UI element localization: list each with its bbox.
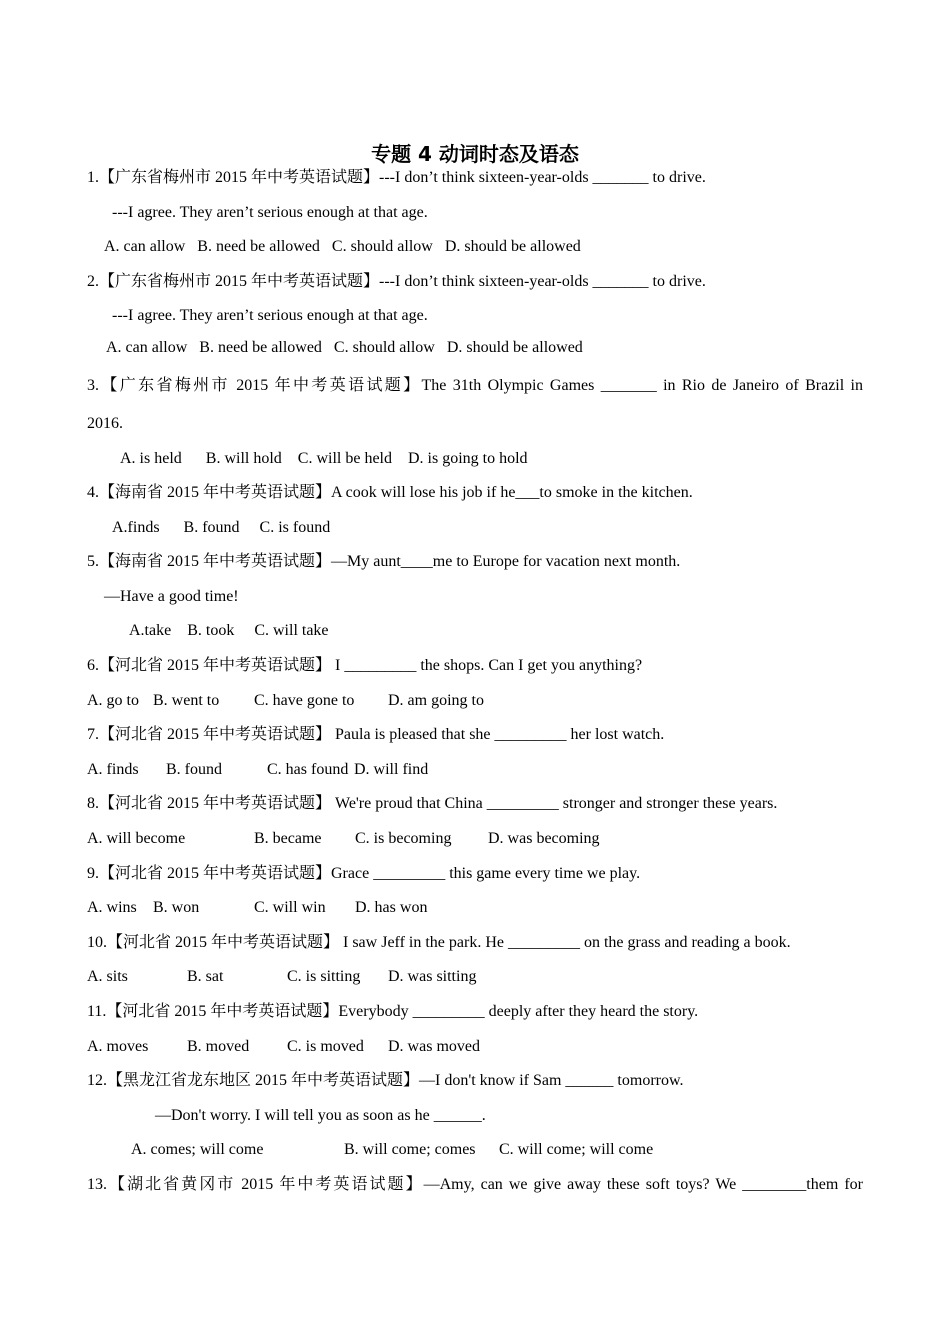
option-d: D. was becoming	[488, 830, 600, 847]
question-2-reply: ---I agree. They aren’t serious enough at that age.	[112, 307, 428, 324]
question-11-stem: 11.【河北省 2015 年中考英语试题】Everybody _________ deeply after they heard the story.	[87, 1003, 699, 1020]
option-b: B. will come; comes	[344, 1141, 476, 1158]
question-5-reply: —Have a good time!	[104, 588, 239, 605]
option-a: A. comes; will come	[131, 1141, 264, 1158]
option-c: C. is moved	[287, 1038, 364, 1055]
option-a: A. wins	[87, 899, 137, 916]
option-c: C. have gone to	[254, 692, 355, 709]
question-5-stem: 5.【海南省 2015 年中考英语试题】—My aunt____me to Europe for vacation next month.	[87, 553, 681, 570]
page-title: 专题 4 动词时态及语态	[371, 142, 579, 166]
option-b: B. moved	[187, 1038, 250, 1055]
option-b: B. went to	[153, 692, 220, 709]
question-10-stem: 10.【河北省 2015 年中考英语试题】 I saw Jeff in the park. He _________ on the grass and reading a book.	[87, 934, 791, 951]
option-d: D. was sitting	[388, 968, 477, 985]
question-1-stem: 1.【广东省梅州市 2015 年中考英语试题】---I don’t think sixteen-year-olds _______ to drive.	[87, 169, 706, 186]
question-4-options: A.finds B. found C. is found	[112, 519, 331, 536]
question-5-options: A.take B. took C. will take	[129, 622, 329, 639]
question-12-reply: —Don't worry. I will tell you as soon as he ______.	[155, 1107, 486, 1124]
question-3-stem: 3.【广东省梅州市 2015 年中考英语试题】The 31th Olympic Games _______ in Rio de Janeiro of Brazil in	[87, 377, 863, 394]
option-a: A. finds	[87, 761, 139, 778]
option-c: C. has found	[267, 761, 349, 778]
option-c: C. is becoming	[355, 830, 452, 847]
question-13-stem: 13.【湖北省黄冈市 2015 年中考英语试题】—Amy, can we give away these soft toys? We ________them for	[87, 1176, 863, 1193]
option-c: C. will win	[254, 899, 326, 916]
option-a: A. moves	[87, 1038, 149, 1055]
question-1-options: A. can allow B. need be allowed C. should allow D. should be allowed	[104, 238, 581, 255]
option-a: A. sits	[87, 968, 128, 985]
question-6-stem: 6.【河北省 2015 年中考英语试题】 I _________ the shops. Can I get you anything?	[87, 657, 643, 674]
option-d: D. has won	[355, 899, 428, 916]
question-3-stem-continued: 2016.	[87, 415, 123, 432]
option-c: C. is sitting	[287, 968, 361, 985]
question-4-stem: 4.【海南省 2015 年中考英语试题】A cook will lose his job if he___to smoke in the kitchen.	[87, 484, 693, 501]
question-8-stem: 8.【河北省 2015 年中考英语试题】 We're proud that China _________ stronger and stronger these years.	[87, 795, 778, 812]
option-a: A. go to	[87, 692, 139, 709]
question-1-reply: ---I agree. They aren’t serious enough at that age.	[112, 204, 428, 221]
question-9-stem: 9.【河北省 2015 年中考英语试题】Grace _________ this game every time we play.	[87, 865, 641, 882]
question-12-stem: 12.【黑龙江省龙东地区 2015 年中考英语试题】—I don't know if Sam ______ tomorrow.	[87, 1072, 684, 1089]
option-a: A. will become	[87, 830, 186, 847]
option-b: B. won	[153, 899, 200, 916]
option-b: B. sat	[187, 968, 224, 985]
option-c: C. will come; will come	[499, 1141, 654, 1158]
option-d: D. will find	[354, 761, 429, 778]
question-2-stem: 2.【广东省梅州市 2015 年中考英语试题】---I don’t think sixteen-year-olds _______ to drive.	[87, 273, 706, 290]
option-b: B. found	[166, 761, 222, 778]
question-3-options: A. is held B. will hold C. will be held D. is going to hold	[120, 450, 528, 467]
question-2-options: A. can allow B. need be allowed C. should allow D. should be allowed	[106, 339, 583, 356]
question-7-stem: 7.【河北省 2015 年中考英语试题】 Paula is pleased that she _________ her lost watch.	[87, 726, 665, 743]
option-d: D. am going to	[388, 692, 484, 709]
option-b: B. became	[254, 830, 322, 847]
option-d: D. was moved	[388, 1038, 480, 1055]
